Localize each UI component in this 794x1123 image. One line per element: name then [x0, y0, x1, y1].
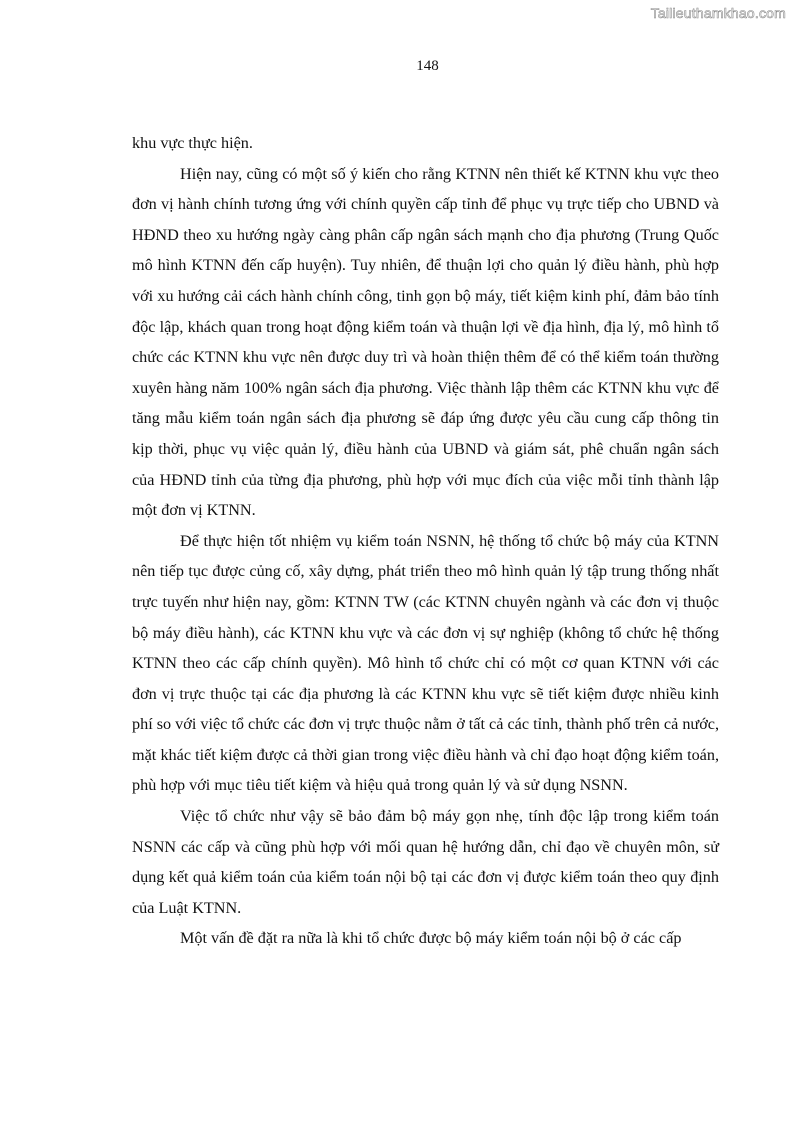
paragraph: Hiện nay, cũng có một số ý kiến cho rằng KTNN nên thiết kế KTNN khu vực theo đơn vị hành chính tương ứng với chính quyền cấp tỉnh để phục vụ trực tiếp cho UBND và HĐND theo xu hướng ngày càng phân cấp ngân sách mạnh cho địa phương (Trung Quốc mô hình KTNN đến cấp huyện). Tuy nhiên, để thuận lợi cho quản lý điều hành, phù hợp với xu hướng cải cách hành chính công, tinh gọn bộ máy, tiết kiệm kinh phí, đảm bảo tính độc lập, khách quan trong hoạt động kiểm toán và thuận lợi về địa hình, địa lý, mô hình tổ chức các KTNN khu vực nên được duy trì và hoàn thiện thêm để có thể kiểm toán thường xuyên hàng năm 100% ngân sách địa phương. Việc thành lập thêm các KTNN khu vực để tăng mẫu kiểm toán ngân sách địa phương sẽ đáp ứng được yêu cầu cung cấp thông tin kịp thời, phục vụ việc quản lý, điều hành của UBND và giám sát, phê chuẩn ngân sách của HĐND tỉnh của từng địa phương, phù hợp với mục đích của việc mỗi tỉnh thành lập một đơn vị KTNN. — [132, 164, 719, 520]
paragraph: Việc tổ chức như vậy sẽ bảo đảm bộ máy gọn nhẹ, tính độc lập trong kiểm toán NSNN các cấp và cũng phù hợp với mối quan hệ hướng dẫn, chỉ đạo về chuyên môn, sử dụng kết quả kiểm toán của kiểm toán nội bộ tại các đơn vị được kiểm toán theo quy định của Luật KTNN. — [132, 807, 719, 917]
paragraph: Để thực hiện tốt nhiệm vụ kiểm toán NSNN, hệ thống tổ chức bộ máy của KTNN nên tiếp tục được củng cố, xây dựng, phát triển theo mô hình quản lý tập trung thống nhất trực tuyến như hiện nay, gồm: KTNN TW (các KTNN chuyên ngành và các đơn vị thuộc bộ máy điều hành), các KTNN khu vực và các đơn vị sự nghiệp (không tổ chức hệ thống KTNN theo các cấp chính quyền). Mô hình tổ chức chỉ có một cơ quan KTNN với các đơn vị trực thuộc tại các địa phương là các KTNN khu vực sẽ tiết kiệm được nhiều kinh phí so với việc tổ chức các đơn vị trực thuộc nằm ở tất cả các tỉnh, thành phố trên cả nước, mặt khác tiết kiệm được cả thời gian trong việc điều hành và chỉ đạo hoạt động kiểm toán, phù hợp với mục tiêu tiết kiệm và hiệu quả trong quản lý và sử dụng NSNN. — [132, 531, 719, 795]
watermark-text: Tailieuthamkhao.com — [650, 5, 786, 21]
page-number: 148 — [416, 58, 439, 74]
paragraph-continuation: khu vực thực hiện. — [132, 134, 253, 152]
paragraph: Một vấn đề đặt ra nữa là khi tổ chức được bộ máy kiểm toán nội bộ ở các cấp — [180, 929, 682, 948]
document-body — [132, 128, 719, 954]
